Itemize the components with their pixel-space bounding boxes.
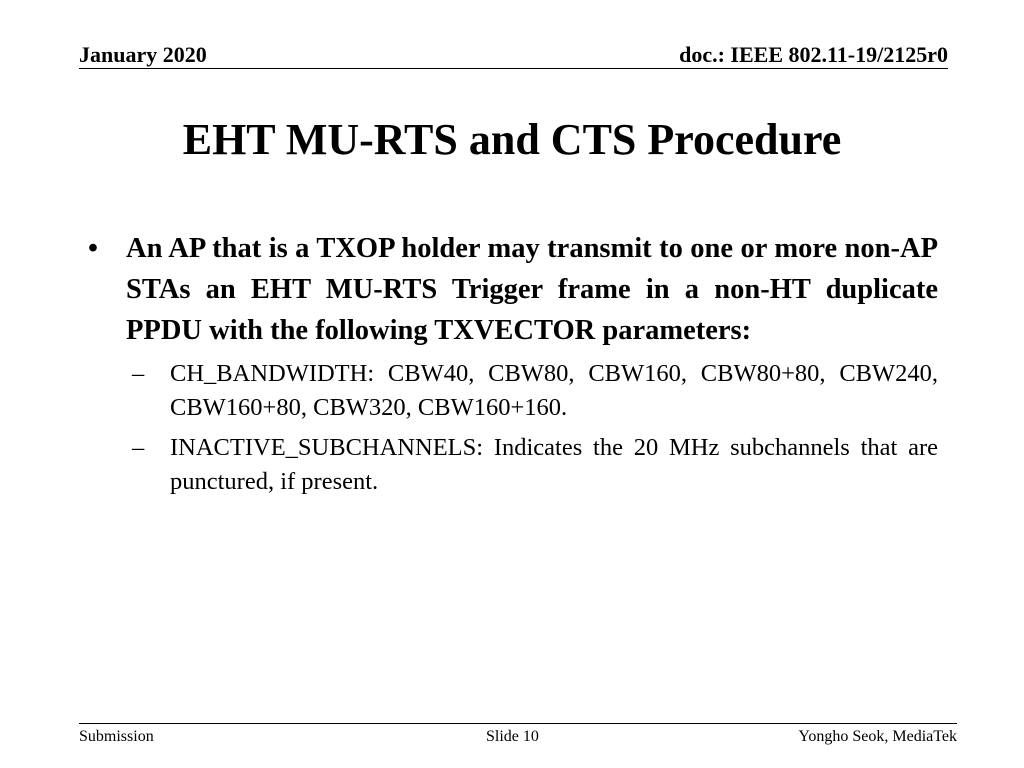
bullet-item — [88, 228, 938, 351]
sub-bullet-item — [132, 357, 938, 425]
bullet-text: An AP that is a TXOP holder may transmit to one or more non-AP STAs an EHT MU-RTS Trigger frame in a non-HT duplicate PPDU with the following TXVECTOR parameters: — [126, 233, 938, 346]
header-date: January 2020 — [79, 42, 207, 67]
header-doc-id: doc.: IEEE 802.11-19/2125r0 — [679, 42, 948, 67]
slide-body — [88, 228, 938, 499]
sub-bullet-marker: – — [132, 360, 145, 387]
bullet-marker: • — [88, 233, 98, 264]
sub-bullet-marker: – — [132, 434, 145, 461]
sub-bullet-item — [132, 431, 938, 499]
footer-slide-number: Slide 10 — [486, 728, 539, 745]
footer-submission: Submission — [79, 728, 154, 745]
footer-divider — [79, 723, 957, 724]
header-divider — [79, 68, 948, 69]
sub-bullet-text: INACTIVE_SUBCHANNELS: Indicates the 20 MHz subchannels that are punctured, if present. — [170, 434, 938, 495]
footer-author: Yongho Seok, MediaTek — [798, 728, 957, 745]
slide-title: EHT MU-RTS and CTS Procedure — [182, 115, 842, 164]
sub-bullet-text: CH_BANDWIDTH: CBW40, CBW80, CBW160, CBW80+80, CBW240, CBW160+80, CBW320, CBW160+160. — [170, 360, 938, 421]
